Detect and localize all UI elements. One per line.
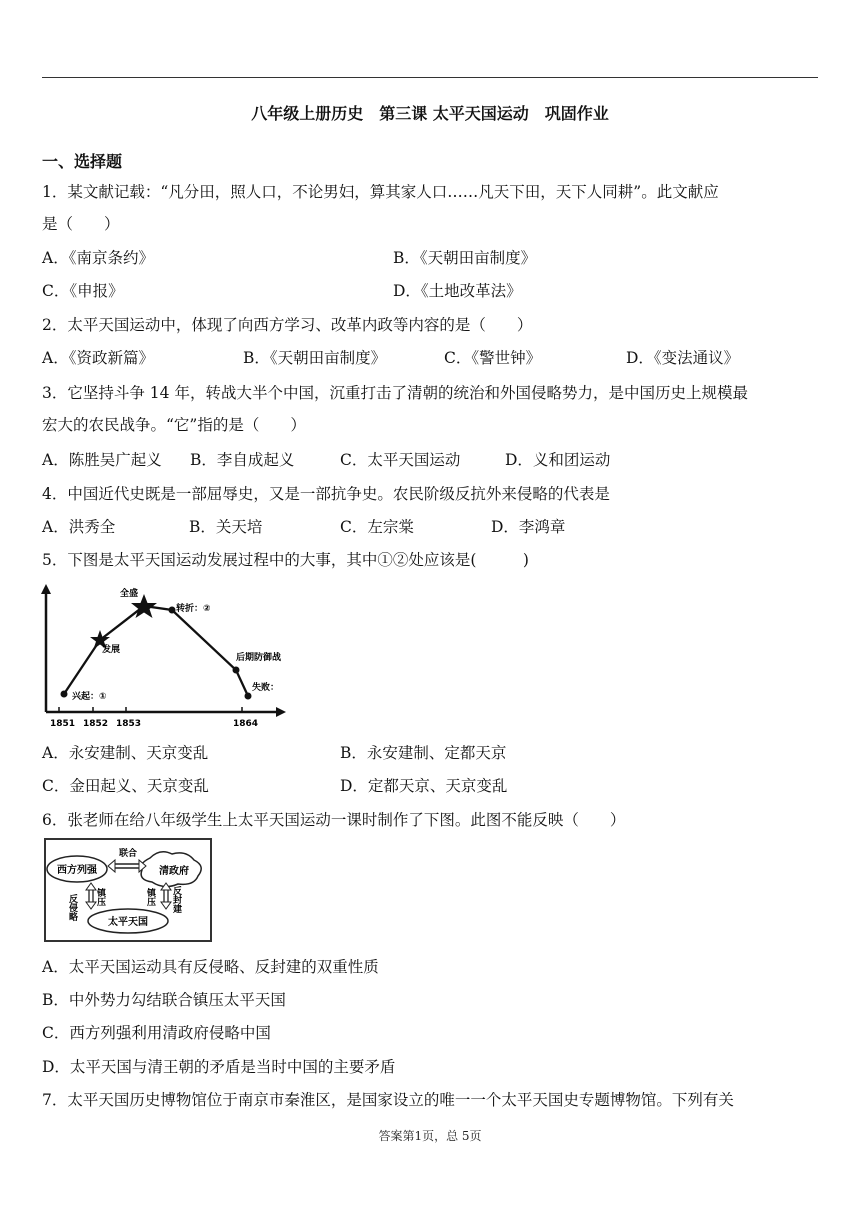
- q2-option-b[interactable]: B．《天朝田亩制度》: [243, 349, 387, 367]
- series-line: [64, 606, 248, 696]
- y-axis-arrow: [41, 584, 51, 594]
- point-defense: [233, 667, 240, 674]
- q5-option-c[interactable]: C．金田起义、天京变乱: [42, 777, 209, 795]
- q4-option-d[interactable]: D．李鸿章: [491, 518, 566, 536]
- q2-stem: 2．太平天国运动中，体现了向西方学习、改革内政等内容的是（ ）: [42, 316, 533, 334]
- q3-stem-line1: 3．它坚持斗争 14 年，转战大半个中国，沉重打击了清朝的统治和外国侵略势力，是中国历史上规模最: [42, 384, 748, 402]
- q4-stem: 4．中国近代史既是一部屈辱史，又是一部抗争史。农民阶级反抗外来侵略的代表是: [42, 485, 610, 503]
- node-taiping-label: 太平天国: [108, 917, 148, 928]
- label-peak: 全盛: [120, 589, 139, 599]
- q5-option-a[interactable]: A．永安建制、天京变乱: [42, 744, 209, 762]
- q4-option-c[interactable]: C．左宗棠: [340, 518, 414, 536]
- label-fail: 失败：: [252, 683, 280, 693]
- label-rise: 兴起：①: [72, 692, 107, 702]
- label-turn: 转折：②: [176, 604, 211, 614]
- q5-stem: 5．下图是太平天国运动发展过程中的大事，其中①②处应该是( ): [42, 551, 529, 569]
- q3-option-b[interactable]: B．李自成起义: [190, 451, 295, 469]
- node-qing-label: 清政府: [159, 866, 189, 877]
- relationship-diagram: [44, 838, 212, 942]
- label-develop: 发展: [102, 645, 121, 655]
- node-west-label: 西方列强: [57, 865, 97, 876]
- q1-option-d[interactable]: D．《土地改革法》: [393, 282, 522, 300]
- q4-option-b[interactable]: B．关天培: [189, 518, 263, 536]
- page-title: 八年级上册历史 第三课 太平天国运动 巩固作业: [251, 104, 609, 123]
- x-axis-arrow: [276, 707, 286, 717]
- q6-option-d[interactable]: D．太平天国与清王朝的矛盾是当时中国的主要矛盾: [42, 1058, 396, 1076]
- edge-suppress-left-label: 镇压: [95, 888, 105, 906]
- q1-stem-line1: 1．某文献记载：“凡分田，照人口，不论男妇，算其家人口……凡天下田，天下人同耕”。此文献应: [42, 183, 719, 201]
- header-rule: [42, 77, 818, 78]
- point-fail: [245, 693, 252, 700]
- timeline-chart: [38, 584, 298, 730]
- page-footer: 答案第1页，总 5页: [378, 1129, 482, 1143]
- point-turn: [169, 607, 176, 614]
- q1-option-a[interactable]: A．《南京条约》: [42, 249, 154, 267]
- q6-stem: 6．张老师在给八年级学生上太平天国运动一课时制作了下图。此图不能反映（ ）: [42, 811, 626, 829]
- edge-anti-feudal-label: 反封建: [171, 886, 181, 913]
- q7-stem: 7．太平天国历史博物馆位于南京市秦淮区，是国家设立的唯一一个太平天国史专题博物馆。下列有关: [42, 1091, 734, 1109]
- edge-anti-aggression-label: 反侵略: [67, 894, 77, 921]
- edge-suppress-right-label: 镇压: [145, 888, 155, 906]
- q5-option-b[interactable]: B．永安建制、定都天京: [340, 744, 507, 762]
- q2-option-d[interactable]: D．《变法通议》: [626, 349, 740, 367]
- q1-option-b[interactable]: B．《天朝田亩制度》: [393, 249, 537, 267]
- edge-ally-label: 联合: [118, 849, 138, 859]
- q6-option-b[interactable]: B．中外势力勾结联合镇压太平天国: [42, 991, 286, 1009]
- q6-option-a[interactable]: A．太平天国运动具有反侵略、反封建的双重性质: [42, 958, 379, 976]
- q2-option-a[interactable]: A．《资政新篇》: [42, 349, 154, 367]
- q3-stem-line2: 宏大的农民战争。“它”指的是（ ）: [42, 416, 306, 434]
- q1-option-c[interactable]: C．《申报》: [42, 282, 124, 300]
- tick-label-1851: 1851: [50, 719, 76, 729]
- q6-option-c[interactable]: C．西方列强利用清政府侵略中国: [42, 1024, 271, 1042]
- q3-option-c[interactable]: C．太平天国运动: [340, 451, 461, 469]
- section-heading: 一、选择题: [42, 152, 123, 171]
- label-defense: 后期防御战: [236, 653, 282, 663]
- point-rise: [61, 691, 68, 698]
- q3-option-d[interactable]: D．义和团运动: [505, 451, 611, 469]
- q2-option-c[interactable]: C．《警世钟》: [444, 349, 542, 367]
- q5-option-d[interactable]: D．定都天京、天京变乱: [340, 777, 508, 795]
- tick-label-1852: 1852: [83, 719, 109, 729]
- tick-label-1853: 1853: [116, 719, 142, 729]
- q3-option-a[interactable]: A．陈胜吴广起义: [42, 451, 162, 469]
- q1-stem-line2: 是（ ）: [42, 215, 120, 233]
- q4-option-a[interactable]: A．洪秀全: [42, 518, 116, 536]
- tick-label-1864: 1864: [233, 719, 259, 729]
